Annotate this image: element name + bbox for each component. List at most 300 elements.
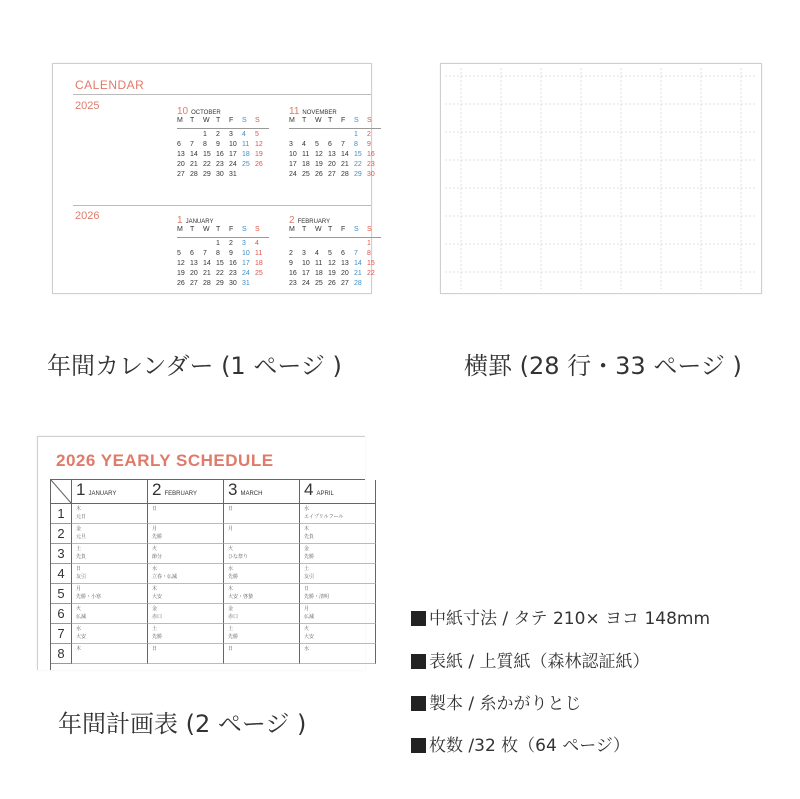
calendar-day: 20 [177,161,185,168]
calendar-day: 4 [242,131,246,138]
month-days-grid [289,225,381,235]
blank-day [315,130,328,140]
weekday-label: 水 [304,506,310,512]
calendar-day: 7 [354,250,358,257]
calendar-day: 2 [289,250,293,257]
calendar-day: 13 [177,151,185,158]
calendar-day: 17 [242,260,250,267]
weekday-label: S [367,117,372,124]
calendar-day: 12 [328,260,336,267]
calendar-day: 23 [367,161,375,168]
calendar-day: 30 [216,171,224,178]
weekday-label: 木 [76,506,82,512]
schedule-cell [148,604,224,624]
calendar-day: 24 [242,270,250,277]
calendar-day: 22 [354,161,362,168]
calendar-day: 7 [190,141,194,148]
weekday-label: S [354,117,359,124]
calendar-day: 13 [328,151,336,158]
month-number: 2 [152,480,162,499]
row-number: 5 [51,584,72,604]
calendar-day: 20 [328,161,336,168]
calendar-day: 15 [216,260,224,267]
calendar-year: 2025 [75,100,100,112]
calendar-day: 25 [302,171,310,178]
calendar-day: 5 [328,250,332,257]
schedule-cell [300,624,376,644]
calendar-day: 6 [341,250,345,257]
calendar-day: 12 [255,141,263,148]
row-number: 7 [51,624,72,644]
square-bullet-icon [411,611,426,626]
month-number: 4 [304,480,314,499]
calendar-day: 7 [203,250,207,257]
schedule-cell [224,604,300,624]
calendar-day: 28 [203,280,211,287]
calendar-day: 31 [242,280,250,287]
calendar-day: 19 [255,151,263,158]
calendar-day: 18 [302,161,310,168]
calendar-day: 3 [242,240,246,247]
event-label: 立春・仏滅 [152,574,178,580]
calendar-day: 29 [203,171,211,178]
weekday-label: 水 [304,646,310,652]
blank-day [354,239,367,249]
schedule-cell [72,584,148,604]
schedule-cell [224,584,300,604]
calendar-day: 5 [177,250,181,257]
spec-binding: 製本 / 糸かがりとじ [411,689,582,714]
calendar-day: 25 [242,161,250,168]
weekday-label: 火 [304,626,310,632]
calendar-day: 8 [203,141,207,148]
schedule-cell [224,564,300,584]
calendar-month [177,106,269,180]
calendar-day: 3 [229,131,233,138]
event-label: 先負 [76,554,87,560]
calendar-day: 26 [315,171,323,178]
blank-day [289,239,302,249]
calendar-day: 18 [255,260,263,267]
schedule-cell [148,564,224,584]
weekday-label: T [302,226,307,233]
calendar-day: 15 [354,151,362,158]
calendar-day: 28 [190,171,198,178]
month-header [177,215,269,225]
schedule-cell [148,624,224,644]
month-dates-grid [289,239,381,289]
calendar-day: 26 [328,280,336,287]
weekday-label: T [328,226,333,233]
schedule-cell [148,544,224,564]
weekday-label: T [190,117,195,124]
weekday-label: 木 [304,526,310,532]
calendar-day: 18 [315,270,323,277]
weekday-label: 水 [76,626,82,632]
schedule-cell [224,644,300,664]
calendar-heading: CALENDAR [75,78,145,92]
calendar-month [289,215,381,289]
square-bullet-icon [411,696,426,711]
calendar-day: 22 [203,161,211,168]
calendar-day: 23 [229,270,237,277]
month-column-header [224,480,300,504]
month-name: NOVEMBER [302,110,337,116]
blank-day [289,130,302,140]
calendar-day: 11 [315,260,323,267]
calendar-day: 15 [367,260,375,267]
calendar-day: 21 [354,270,362,277]
blank-day [341,130,354,140]
calendar-day: 8 [354,141,358,148]
calendar-day: 22 [367,270,375,277]
event-label: 大安 [304,634,315,640]
event-label: 赤口 [152,614,163,620]
calendar-day: 27 [341,280,349,287]
blank-day [190,239,203,249]
calendar-day: 1 [216,240,220,247]
calendar-day: 9 [229,250,233,257]
blank-day [328,130,341,140]
weekday-label: 日 [228,646,234,652]
weekday-label: 日 [152,506,158,512]
event-label: 大安 [76,634,87,640]
event-label: 友引 [76,574,87,580]
schedule-cell [300,524,376,544]
blank-day [315,239,328,249]
weekday-label: 月 [304,606,310,612]
calendar-day: 11 [242,141,250,148]
month-name: OCTOBER [191,110,221,116]
calendar-day: 31 [229,171,237,178]
calendar-day: 13 [341,260,349,267]
calendar-day: 12 [177,260,185,267]
calendar-day: 28 [341,171,349,178]
schedule-cell [300,544,376,564]
month-number: 1 [177,215,183,226]
schedule-cell [224,524,300,544]
calendar-day: 4 [302,141,306,148]
calendar-day: 14 [190,151,198,158]
spec-cover: 表紙 / 上質紙（森林認証紙） [411,647,650,672]
calendar-day: 12 [315,151,323,158]
divider [289,237,381,238]
calendar-day: 19 [328,270,336,277]
row-number: 2 [51,524,72,544]
calendar-day: 22 [216,270,224,277]
weekday-label: 金 [228,606,234,612]
event-label: 友引 [304,574,315,580]
weekday-label: 金 [152,606,158,612]
blank-day [177,130,190,140]
calendar-day: 24 [229,161,237,168]
event-label: 仏滅 [304,614,315,620]
calendar-day: 4 [255,240,259,247]
month-column-header [300,480,376,504]
schedule-cell [72,644,148,664]
schedule-cell [224,504,300,524]
calendar-day: 16 [216,151,224,158]
event-label: 先勝・小寒 [76,594,102,600]
calendar-day: 15 [203,151,211,158]
calendar-caption: 年間カレンダー (1 ページ ) [47,352,342,380]
calendar-day: 14 [354,260,362,267]
month-number: 2 [289,215,295,226]
weekday-label: 金 [304,546,310,552]
schedule-cell [300,604,376,624]
schedule-cell [148,644,224,664]
row-number: 3 [51,544,72,564]
diagonal-line [51,480,71,503]
weekday-label: 火 [76,606,82,612]
calendar-day: 19 [315,161,323,168]
calendar-day: 20 [341,270,349,277]
calendar-day: 30 [367,171,375,178]
weekday-label: 火 [152,546,158,552]
weekday-label: T [190,226,195,233]
calendar-day: 13 [190,260,198,267]
calendar-day: 2 [229,240,233,247]
weekday-label: 土 [304,566,310,572]
blank-day [341,239,354,249]
calendar-day: 26 [177,280,185,287]
calendar-day: 17 [229,151,237,158]
weekday-label: M [289,226,295,233]
calendar-day: 1 [203,131,207,138]
weekday-label: 水 [228,566,234,572]
weekday-label: S [367,226,372,233]
month-dates-grid [177,130,269,180]
calendar-day: 27 [177,171,185,178]
ruled-caption: 横罫 (28 行・33 ページ ) [464,352,742,380]
month-number: 1 [76,480,86,499]
weekday-label: 金 [76,526,82,532]
month-days-grid [289,116,381,126]
calendar-day: 10 [302,260,310,267]
event-label: 先勝 [228,634,239,640]
calendar-day: 6 [328,141,332,148]
schedule-cell [300,564,376,584]
weekday-label: T [302,117,307,124]
calendar-month [177,215,269,289]
month-name: FEBRUARY [297,219,331,225]
calendar-day: 14 [203,260,211,267]
month-header [177,106,269,116]
weekday-label: S [255,226,260,233]
weekday-label: 土 [228,626,234,632]
event-label: 節分 [152,554,163,560]
month-name: FEBRUARY [164,491,198,497]
blank-day [302,239,315,249]
weekday-label: F [229,226,234,233]
yearly-schedule-preview [37,436,365,670]
schedule-cell [148,524,224,544]
calendar-day: 5 [315,141,319,148]
calendar-day: 20 [190,270,198,277]
weekday-label: 日 [228,506,234,512]
calendar-day: 7 [341,141,345,148]
calendar-day: 6 [177,141,181,148]
calendar-day: 17 [302,270,310,277]
event-label: 元旦 [76,534,87,540]
calendar-day: 11 [302,151,310,158]
month-number: 11 [289,106,300,117]
calendar-page-preview [52,63,375,294]
calendar-day: 9 [289,260,293,267]
month-header [289,215,381,225]
calendar-day: 19 [177,270,185,277]
row-number: 4 [51,564,72,584]
schedule-cell [72,544,148,564]
calendar-day: 1 [367,240,371,247]
calendar-day: 25 [255,270,263,277]
month-number: 3 [228,480,238,499]
blank-day [203,239,216,249]
calendar-day: 28 [354,280,362,287]
weekday-label: S [242,226,247,233]
calendar-year: 2026 [75,210,100,222]
calendar-day: 16 [289,270,297,277]
blank-day [190,130,203,140]
calendar-day: 10 [242,250,250,257]
schedule-cell [224,544,300,564]
weekday-label: F [341,226,346,233]
calendar-day: 3 [289,141,293,148]
weekday-label: 木 [152,586,158,592]
weekday-label: W [203,117,210,124]
event-label: エイプリルフール [304,514,344,520]
calendar-day: 8 [216,250,220,257]
weekday-label: T [328,117,333,124]
blank-day [177,239,190,249]
event-label: 仏滅 [76,614,87,620]
calendar-day: 1 [354,131,358,138]
row-number: 8 [51,644,72,664]
calendar-day: 30 [229,280,237,287]
calendar-day: 29 [216,280,224,287]
weekday-label: 月 [152,526,158,532]
event-label: 先勝 [152,534,163,540]
calendar-day: 21 [203,270,211,277]
weekday-label: 土 [76,546,82,552]
calendar-day: 9 [216,141,220,148]
month-dates-grid [177,239,269,289]
event-label: 先勝 [228,574,239,580]
weekday-label: 日 [152,646,158,652]
calendar-day: 23 [216,161,224,168]
calendar-day: 27 [328,171,336,178]
calendar-day: 26 [255,161,263,168]
calendar-day: 4 [315,250,319,257]
divider [289,128,381,129]
weekday-label: 木 [228,586,234,592]
weekday-label: 月 [76,586,82,592]
event-label: 大安 [152,594,163,600]
event-label: 大安・啓蟄 [228,594,254,600]
table-corner [51,480,72,504]
month-dates-grid [289,130,381,180]
month-column-header [72,480,148,504]
divider [177,237,269,238]
schedule-cell [224,624,300,644]
weekday-label: 木 [76,646,82,652]
yearly-title: 2026 YEARLY SCHEDULE [56,451,274,470]
event-label: 赤口 [228,614,239,620]
schedule-cell [72,624,148,644]
month-name: JANUARY [185,219,214,225]
month-name: JANUARY [88,491,117,497]
event-label: 先勝 [304,554,315,560]
yearly-table [50,479,365,670]
month-days-grid [177,225,269,235]
calendar-day: 18 [242,151,250,158]
calendar-day: 6 [190,250,194,257]
calendar-day: 14 [341,151,349,158]
weekday-label: T [216,226,221,233]
weekday-label: W [315,117,322,124]
ruled-page-preview [440,63,762,294]
weekday-label: S [354,226,359,233]
weekday-label: M [177,226,183,233]
weekday-label: S [255,117,260,124]
weekday-label: 火 [228,546,234,552]
yearly-caption: 年間計画表 (2 ページ ) [58,710,307,738]
blank-day [328,239,341,249]
weekday-label: T [216,117,221,124]
schedule-cell [300,644,376,664]
event-label: 先負 [304,534,315,540]
weekday-label: 日 [304,586,310,592]
weekday-label: F [229,117,234,124]
weekday-label: W [203,226,210,233]
calendar-day: 2 [367,131,371,138]
calendar-day: 29 [354,171,362,178]
calendar-day: 27 [190,280,198,287]
weekday-label: S [242,117,247,124]
schedule-cell [72,604,148,624]
schedule-cell [72,524,148,544]
calendar-day: 21 [341,161,349,168]
schedule-cell [148,584,224,604]
ruled-lines [441,64,761,293]
calendar-day: 11 [255,250,263,257]
calendar-day: 3 [302,250,306,257]
divider [73,205,371,206]
schedule-cell [300,504,376,524]
schedule-cell [300,584,376,604]
weekday-label: 水 [152,566,158,572]
event-label: 元日 [76,514,87,520]
weekday-label: F [341,117,346,124]
calendar-day: 16 [367,151,375,158]
weekday-label: M [177,117,183,124]
calendar-day: 24 [289,171,297,178]
weekday-label: 日 [76,566,82,572]
month-name: MARCH [240,491,263,497]
divider [177,128,269,129]
calendar-day: 10 [289,151,297,158]
divider [73,94,371,95]
calendar-day: 9 [367,141,371,148]
square-bullet-icon [411,654,426,669]
calendar-day: 8 [367,250,371,257]
weekday-label: 土 [152,626,158,632]
row-number: 6 [51,604,72,624]
month-number: 10 [177,106,189,117]
calendar-day: 25 [315,280,323,287]
event-label: ひな祭り [228,554,249,560]
schedule-cell [72,504,148,524]
